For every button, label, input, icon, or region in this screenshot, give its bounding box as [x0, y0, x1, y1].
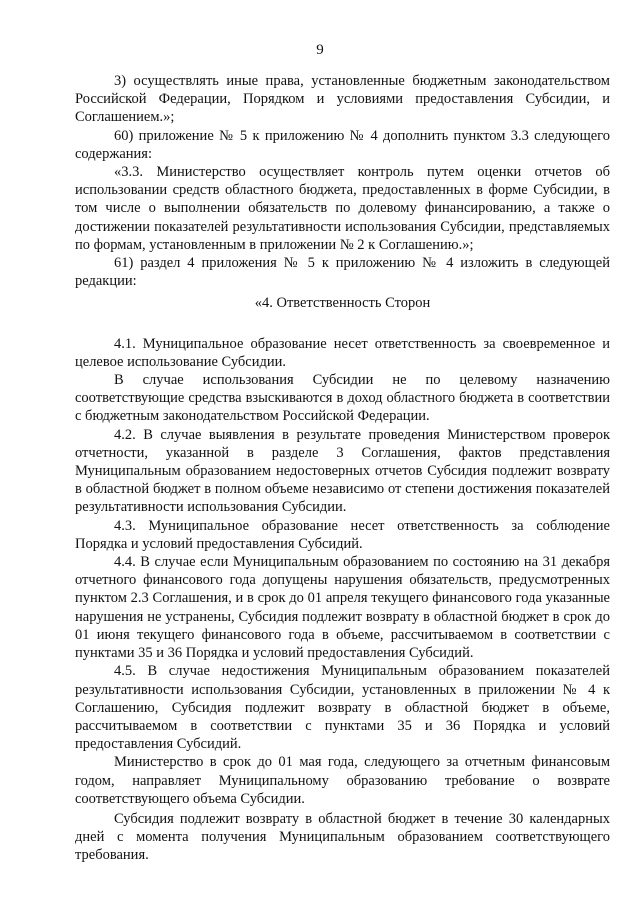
section-heading: «4. Ответственность Сторон [254, 295, 431, 312]
paragraph-clause-3-3: «3.3. Министерство осуществляет контроль путем оценки отчетов об использовании средств областного бюджета, предоставленных в форме Субсидии, в том числе о выполнении обязательств по долевому финансированию, а также о достижении показателей результативности использования Субсидии, представляемых по формам, установленным в приложении № 2 к Соглашению.»; [75, 164, 610, 253]
paragraph-amendment-61: 61) раздел 4 приложения № 5 к приложению № 4 изложить в следующей редакции: [75, 255, 610, 290]
paragraph-ministry-demand: Министерство в срок до 01 мая года, следующего за отчетным финансовым годом, направляет Муниципальному образованию требование о возврате соответствующего объема Субсидии. [75, 754, 610, 807]
paragraph-4-4: 4.4. В случае если Муниципальным образованием по состоянию на 31 декабря отчетного финансового года допущены нарушения обязательств, предусмотренных пунктом 2.3 Соглашения, и в срок до 01 апреля текущего финансового года указанные нарушения не устранены, Субсидия подлежит возврату в областной бюджет в срок до 01 июня текущего финансового года в объеме, рассчитываемом в соответствии с пунктами 35 и 36 Порядка и условий предоставления Субсидий. [75, 554, 610, 662]
document-body [75, 72, 610, 865]
paragraph-amendment-60: 60) приложение № 5 к приложению № 4 дополнить пунктом 3.3 следующего содержания: [75, 127, 610, 162]
paragraph-4-3: 4.3. Муниципальное образование несет ответственность за соблюдение Порядка и условий предоставления Субсидий. [75, 517, 610, 552]
paragraph-4-1: 4.1. Муниципальное образование несет ответственность за своевременное и целевое использование Субсидии. [75, 335, 610, 370]
paragraph-return-term: Субсидия подлежит возврату в областной бюджет в течение 30 календарных дней с момента получения Муниципальным образованием соответствующего требования. [75, 810, 610, 864]
paragraph-misuse: В случае использования Субсидии не по целевому назначению соответствующие средства взыскиваются в доход областного бюджета в соответствии с бюджетным законодательством Российской Федерации. [75, 372, 610, 425]
paragraph-rights: 3) осуществлять иные права, установленные бюджетным законодательством Российской Федерации, Порядком и условиями предоставления Субсидии, и Соглашением.»; [75, 73, 610, 126]
paragraph-4-2: 4.2. В случае выявления в результате проведения Министерством проверок отчетности, указанной в разделе 3 Соглашения, фактов представления Муниципальным образованием недостоверных отчетов Субсидия подлежит возврату в областной бюджет в полном объеме независимо от степени достижения показателей результативности использования Субсидии. [75, 426, 610, 516]
paragraph-4-5: 4.5. В случае недостижения Муниципальным образованием показателей результативности использования Субсидии, установленных в приложении № 4 к Соглашению, Субсидия подлежит возврату в областной бюджет в объеме, рассчитываемом в соответствии с пунктами 35 и 36 Порядка и условий предоставления Субсидий. [75, 663, 610, 753]
page-number: 9 [316, 42, 324, 58]
